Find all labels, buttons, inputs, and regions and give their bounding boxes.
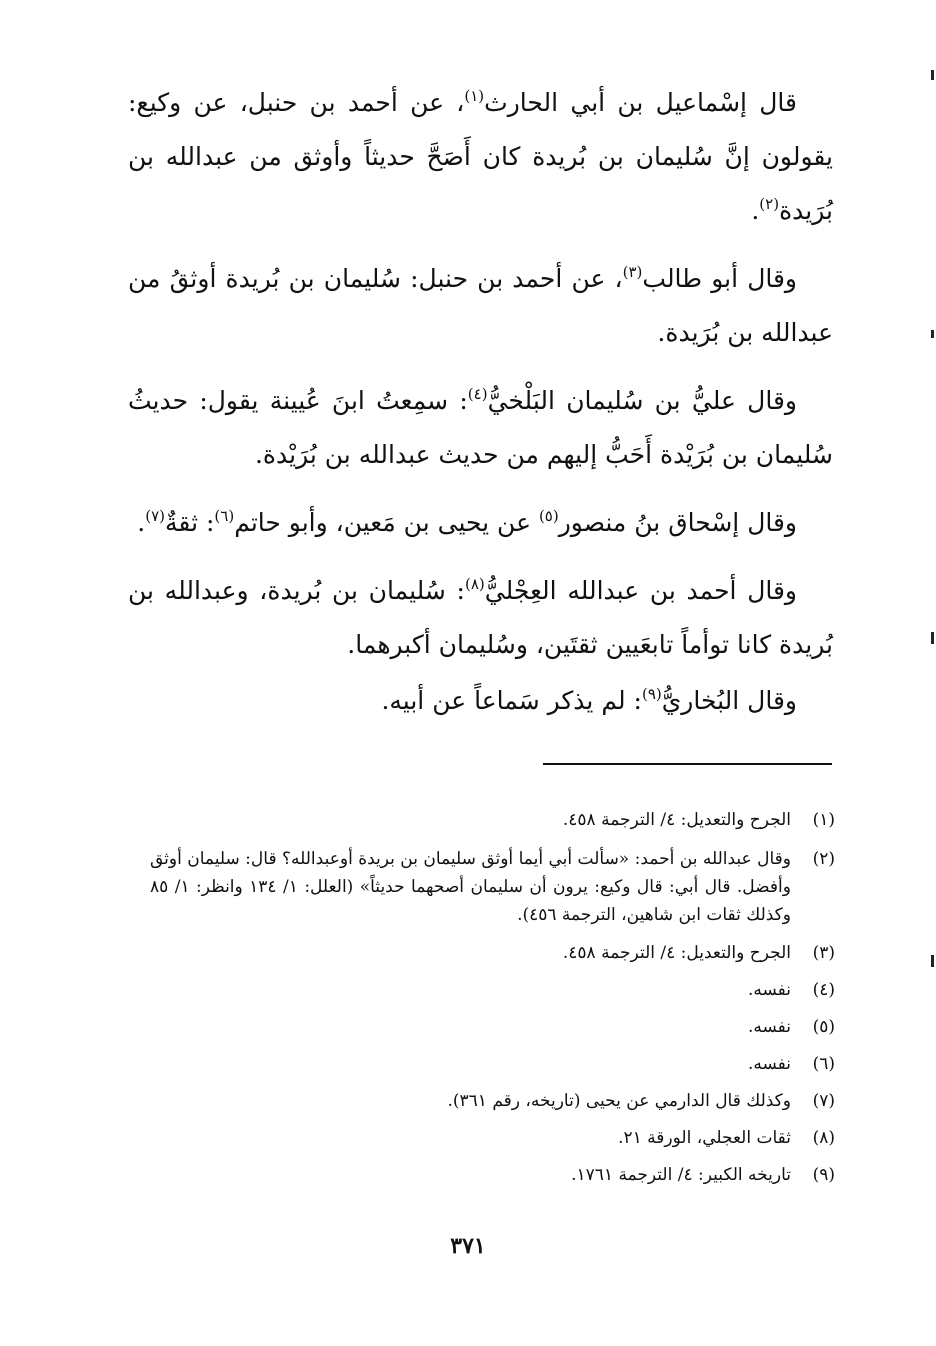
footnote-number: (١) xyxy=(812,810,835,830)
paragraph-text: قال إسْماعيل بن أبي الحارث xyxy=(484,88,797,117)
footnote-text: الجرح والتعديل: ٤/ الترجمة ٤٥٨. xyxy=(562,810,791,830)
scan-edge-mark xyxy=(931,955,934,967)
footnote-ref: (٧) xyxy=(145,507,166,525)
footnote xyxy=(150,1015,835,1040)
paragraph xyxy=(128,674,833,728)
footnote-text: تاريخه الكبير: ٤/ الترجمة ١٧٦١. xyxy=(571,1165,791,1185)
paragraph-text: . xyxy=(137,508,146,537)
footnote-number: (٤) xyxy=(812,980,835,1000)
footnote-ref: (٨) xyxy=(464,575,485,593)
footnote-ref: (٥) xyxy=(538,507,559,525)
footnote-text: نفسه. xyxy=(747,1054,791,1074)
footnote-ref: (١) xyxy=(464,87,485,105)
footnote-text: نفسه. xyxy=(747,980,791,1000)
footnote-ref: (٢) xyxy=(759,195,780,213)
footnote xyxy=(150,1163,835,1188)
paragraph-text: : سمِعتُ ابنَ عُيينة يقول: حديثُ سُليمان بن بُرَيْدة أَحَبُّ إليهم من حديث عبدالله بن بُرَيْدة. xyxy=(128,386,833,469)
paragraph-text: : ثقةٌ xyxy=(165,508,215,537)
scan-edge-mark xyxy=(931,330,934,338)
paragraph-text: وقال أحمد بن عبدالله العِجْليُّ xyxy=(484,576,797,605)
paragraph-text: : سُليمان بن بُريدة، وعبدالله بن بُريدة كانا توأماً تابعَيين ثقتَين، وسُليمان أكبرهما. xyxy=(128,576,833,659)
footnote-number: (٨) xyxy=(812,1128,835,1148)
paragraph-text: عن يحيى بن مَعين، وأبو حاتم xyxy=(234,508,539,537)
footnote-number: (٧) xyxy=(812,1091,835,1111)
paragraph-text: . xyxy=(751,196,760,225)
footnote-ref: (٣) xyxy=(622,263,643,281)
paragraph xyxy=(128,496,833,550)
footnote xyxy=(150,978,835,1003)
paragraph-text: ، عن أحمد بن حنبل، عن وكيع: يقولون إنَّ سُليمان بن بُريدة كان أَصَحَّ حديثاً وأوثق من عبدالله بن بُرَيدة xyxy=(128,88,833,225)
footnote-text: ثقات العجلي، الورقة ٢١. xyxy=(618,1128,791,1148)
paragraph-text: ، عن أحمد بن حنبل: سُليمان بن بُريدة أوثقُ من عبدالله بن بُرَيدة. xyxy=(128,264,833,347)
footnote-number: (٥) xyxy=(812,1017,835,1037)
footnote-text: وقال عبدالله بن أحمد: «سألت أبي أيما أوثق سليمان بن بريدة أوعبدالله؟ قال: سليمان أوثق وأفضل. قال أبي: قال وكيع: يرون أن سليمان أصحهما حديثاً» (العلل: ١/ ١٣٤ وانظر: ١/ ٨٥ وكذلك ثقات ابن شاهين، الترجمة ٤٥٦). xyxy=(150,849,791,925)
page-number: ٣٧١ xyxy=(450,1233,486,1259)
footnotes xyxy=(150,808,835,1200)
paragraph xyxy=(128,252,833,360)
footnote xyxy=(150,845,835,929)
footnote xyxy=(150,808,835,833)
paragraph-text: وقال عليُّ بن سُليمان البَلْخيُّ xyxy=(487,386,797,415)
footnote xyxy=(150,1089,835,1114)
footnote-ref: (٩) xyxy=(641,685,662,703)
footnote-number: (٣) xyxy=(812,943,835,963)
footnote-ref: (٤) xyxy=(467,385,488,403)
main-text xyxy=(128,76,833,728)
footnote xyxy=(150,1126,835,1151)
footnote-ref: (٦) xyxy=(214,507,235,525)
paragraph-text: وقال إسْحاق بنُ منصور xyxy=(558,508,797,537)
paragraph xyxy=(128,374,833,482)
paragraph xyxy=(128,76,833,238)
paragraph-text: وقال البُخاريُّ xyxy=(661,686,797,715)
scan-edge-mark xyxy=(931,70,934,80)
footnote-number: (٢) xyxy=(812,849,835,869)
footnote-text: وكذلك قال الدارمي عن يحيى (تاريخه، رقم ٣٦١). xyxy=(447,1091,791,1111)
footnote-text: نفسه. xyxy=(747,1017,791,1037)
paragraph-text: : لم يذكر سَماعاً عن أبيه. xyxy=(381,686,642,715)
footnote-separator xyxy=(543,763,832,765)
footnote-number: (٩) xyxy=(812,1165,835,1185)
footnote-text: الجرح والتعديل: ٤/ الترجمة ٤٥٨. xyxy=(562,943,791,963)
paragraph-text: وقال أبو طالب xyxy=(642,264,797,293)
footnote-number: (٦) xyxy=(812,1054,835,1074)
paragraph xyxy=(128,564,833,672)
footnote xyxy=(150,1052,835,1077)
footnote xyxy=(150,941,835,966)
scan-edge-mark xyxy=(931,632,934,644)
